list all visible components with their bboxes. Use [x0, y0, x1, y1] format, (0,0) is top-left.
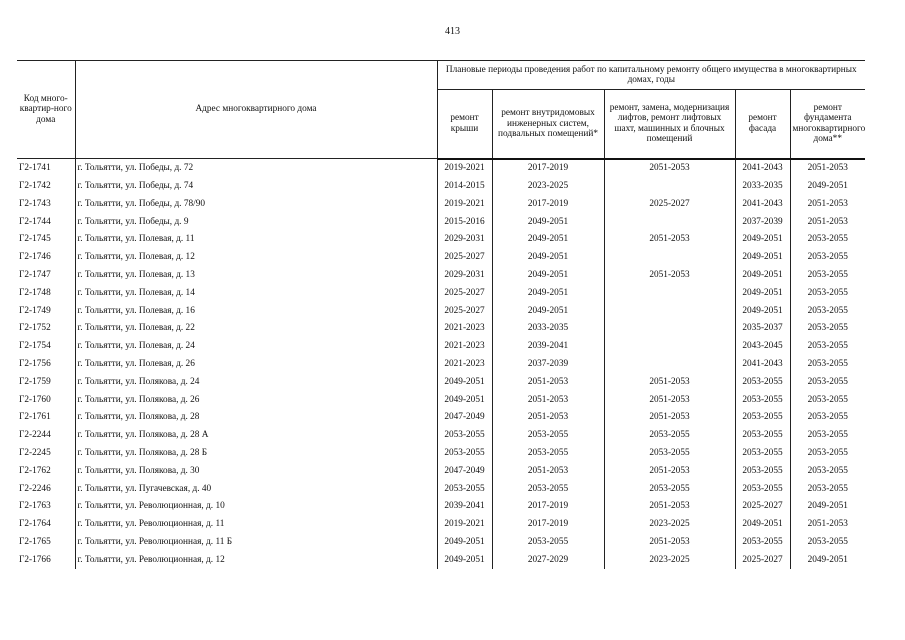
- address-cell: г. Тольятти, ул. Революционная, д. 12: [75, 551, 437, 569]
- elevator-period-cell: 2053-2055: [604, 444, 735, 462]
- facade-period-cell: 2053-2055: [735, 426, 790, 444]
- table-row: [17, 195, 865, 213]
- table-row: [17, 426, 865, 444]
- table-row: [17, 409, 865, 427]
- facade-period-cell: 2037-2039: [735, 213, 790, 231]
- foundation-period-cell: 2051-2053: [807, 216, 848, 227]
- house-code-cell: Г2-1759: [17, 373, 75, 391]
- foundation-period-cell: 2053-2055: [807, 412, 848, 423]
- house-code-cell: Г2-1760: [17, 391, 75, 409]
- foundation-period-cell: 2049-2051: [807, 180, 848, 191]
- foundation-period-cell: 2049-2051: [807, 501, 848, 512]
- elevator-period-cell: 2051-2053: [604, 498, 735, 516]
- foundation-period-cell: 2053-2055: [807, 376, 848, 387]
- address-cell: г. Тольятти, ул. Полякова, д. 24: [75, 373, 437, 391]
- engineering-period-cell: 2053-2055: [492, 533, 604, 551]
- engineering-period-cell: 2017-2019: [492, 498, 604, 516]
- engineering-period-cell: 2017-2019: [492, 515, 604, 533]
- table-row: [17, 213, 865, 231]
- header-planned-periods: Плановые периоды проведения работ по капитальному ремонту общего имущества в многоквартирных домах, годы: [437, 61, 865, 90]
- foundation-period-cell: 2053-2055: [807, 465, 848, 476]
- table-row: [17, 337, 865, 355]
- facade-period-cell: 2025-2027: [735, 498, 790, 516]
- engineering-period-cell: 2037-2039: [492, 355, 604, 373]
- house-code-cell: Г2-1745: [17, 231, 75, 249]
- foundation-period-cell: 2051-2053: [807, 163, 848, 174]
- facade-period-cell: 2049-2051: [735, 248, 790, 266]
- elevator-period-cell: 2051-2053: [604, 462, 735, 480]
- engineering-period-cell: 2049-2051: [492, 248, 604, 266]
- engineering-period-cell: 2023-2025: [492, 177, 604, 195]
- engineering-period-cell: 2049-2051: [492, 213, 604, 231]
- roof-period-cell: 2019-2021: [437, 159, 492, 178]
- roof-period-cell: 2021-2023: [437, 355, 492, 373]
- engineering-period-cell: 2017-2019: [492, 159, 604, 178]
- table-row: [17, 498, 865, 516]
- table-row: [17, 444, 865, 462]
- house-code-cell: Г2-1764: [17, 515, 75, 533]
- table-row: [17, 551, 865, 569]
- address-cell: г. Тольятти, ул. Полевая, д. 14: [75, 284, 437, 302]
- elevator-period-cell: 2023-2025: [604, 515, 735, 533]
- elevator-period-cell: 2053-2055: [604, 480, 735, 498]
- engineering-period-cell: 2039-2041: [492, 337, 604, 355]
- elevator-period-cell: [604, 177, 735, 195]
- address-cell: г. Тольятти, ул. Победы, д. 78/90: [75, 195, 437, 213]
- elevator-period-cell: 2025-2027: [604, 195, 735, 213]
- header-roof-repair: ремонт крыши: [437, 90, 492, 159]
- foundation-period-cell: 2053-2055: [807, 430, 848, 441]
- foundation-period-cell: 2053-2055: [807, 536, 848, 547]
- table-row: [17, 320, 865, 338]
- address-cell: г. Тольятти, ул. Полевая, д. 24: [75, 337, 437, 355]
- roof-period-cell: 2053-2055: [437, 480, 492, 498]
- foundation-period-cell: 2053-2055: [807, 447, 848, 458]
- roof-period-cell: 2021-2023: [437, 337, 492, 355]
- foundation-period-cell: 2053-2055: [807, 269, 848, 280]
- roof-period-cell: 2015-2016: [437, 213, 492, 231]
- roof-period-cell: 2019-2021: [437, 515, 492, 533]
- roof-period-cell: 2025-2027: [437, 284, 492, 302]
- facade-period-cell: 2049-2051: [735, 515, 790, 533]
- engineering-period-cell: 2049-2051: [492, 231, 604, 249]
- roof-period-cell: 2049-2051: [437, 533, 492, 551]
- foundation-period-cell: 2051-2053: [807, 198, 848, 209]
- foundation-period-cell: 2053-2055: [807, 252, 848, 263]
- house-code-cell: Г2-1752: [17, 320, 75, 338]
- roof-period-cell: 2049-2051: [437, 391, 492, 409]
- address-cell: г. Тольятти, ул. Полякова, д. 26: [75, 391, 437, 409]
- facade-period-cell: 2053-2055: [735, 391, 790, 409]
- engineering-period-cell: 2051-2053: [492, 373, 604, 391]
- engineering-period-cell: 2017-2019: [492, 195, 604, 213]
- engineering-period-cell: 2053-2055: [492, 444, 604, 462]
- engineering-period-cell: 2053-2055: [492, 480, 604, 498]
- header-address: Адрес многоквартирного дома: [75, 61, 437, 159]
- house-code-cell: Г2-2245: [17, 444, 75, 462]
- address-cell: г. Тольятти, ул. Полевая, д. 11: [75, 231, 437, 249]
- house-code-cell: Г2-1744: [17, 213, 75, 231]
- engineering-period-cell: 2049-2051: [492, 302, 604, 320]
- elevator-period-cell: 2051-2053: [604, 231, 735, 249]
- roof-period-cell: 2049-2051: [437, 551, 492, 569]
- table-body: [17, 159, 865, 569]
- facade-period-cell: 2043-2045: [735, 337, 790, 355]
- house-code-cell: Г2-2244: [17, 426, 75, 444]
- header-engineering-repair: ремонт внутридомовых инженерных систем, подвальных помещений*: [492, 90, 604, 159]
- facade-period-cell: 2033-2035: [735, 177, 790, 195]
- facade-period-cell: 2041-2043: [735, 195, 790, 213]
- address-cell: г. Тольятти, ул. Полевая, д. 12: [75, 248, 437, 266]
- house-code-cell: Г2-1746: [17, 248, 75, 266]
- elevator-period-cell: 2051-2053: [604, 391, 735, 409]
- engineering-period-cell: 2027-2029: [492, 551, 604, 569]
- elevator-period-cell: [604, 320, 735, 338]
- roof-period-cell: 2047-2049: [437, 462, 492, 480]
- roof-period-cell: 2039-2041: [437, 498, 492, 516]
- house-code-cell: Г2-1741: [17, 159, 75, 178]
- facade-period-cell: 2053-2055: [735, 444, 790, 462]
- facade-period-cell: 2049-2051: [735, 284, 790, 302]
- header-house-code: Код много-квартир-ного дома: [17, 61, 75, 159]
- foundation-period-cell: 2049-2051: [807, 554, 848, 565]
- facade-period-cell: 2053-2055: [735, 373, 790, 391]
- address-cell: г. Тольятти, ул. Революционная, д. 11 Б: [75, 533, 437, 551]
- house-code-cell: Г2-1756: [17, 355, 75, 373]
- elevator-period-cell: 2051-2053: [604, 159, 735, 178]
- roof-period-cell: 2047-2049: [437, 409, 492, 427]
- address-cell: г. Тольятти, ул. Победы, д. 72: [75, 159, 437, 178]
- elevator-period-cell: [604, 284, 735, 302]
- house-code-cell: Г2-1747: [17, 266, 75, 284]
- address-cell: г. Тольятти, ул. Революционная, д. 10: [75, 498, 437, 516]
- roof-period-cell: 2029-2031: [437, 231, 492, 249]
- foundation-period-cell: 2053-2055: [807, 483, 848, 494]
- table-row: [17, 515, 865, 533]
- table-row: [17, 533, 865, 551]
- header-foundation-repair: ремонт фундамента многоквартирного дома**: [790, 90, 865, 159]
- roof-period-cell: 2049-2051: [437, 373, 492, 391]
- engineering-period-cell: 2051-2053: [492, 462, 604, 480]
- facade-period-cell: 2041-2043: [735, 355, 790, 373]
- elevator-period-cell: [604, 248, 735, 266]
- facade-period-cell: 2035-2037: [735, 320, 790, 338]
- table-row: [17, 355, 865, 373]
- facade-period-cell: 2053-2055: [735, 480, 790, 498]
- house-code-cell: Г2-1762: [17, 462, 75, 480]
- foundation-period-cell: 2053-2055: [807, 287, 848, 298]
- facade-period-cell: 2041-2043: [735, 159, 790, 178]
- facade-period-cell: 2049-2051: [735, 231, 790, 249]
- table-row: [17, 302, 865, 320]
- engineering-period-cell: 2049-2051: [492, 284, 604, 302]
- address-cell: г. Тольятти, ул. Полевая, д. 22: [75, 320, 437, 338]
- elevator-period-cell: 2053-2055: [604, 426, 735, 444]
- roof-period-cell: 2019-2021: [437, 195, 492, 213]
- table-row: [17, 231, 865, 249]
- house-code-cell: Г2-2246: [17, 480, 75, 498]
- facade-period-cell: 2025-2027: [735, 551, 790, 569]
- facade-period-cell: 2053-2055: [735, 409, 790, 427]
- foundation-period-cell: 2053-2055: [807, 358, 848, 369]
- foundation-period-cell: 2051-2053: [807, 519, 848, 530]
- facade-period-cell: 2053-2055: [735, 533, 790, 551]
- foundation-period-cell: 2053-2055: [807, 394, 848, 405]
- table-row: [17, 480, 865, 498]
- address-cell: г. Тольятти, ул. Полевая, д. 13: [75, 266, 437, 284]
- facade-period-cell: 2049-2051: [735, 302, 790, 320]
- header-elevator-repair: ремонт, замена, модернизация лифтов, ремонт лифтовых шахт, машинных и блочных помещений: [604, 90, 735, 159]
- elevator-period-cell: 2051-2053: [604, 373, 735, 391]
- house-code-cell: Г2-1742: [17, 177, 75, 195]
- roof-period-cell: 2053-2055: [437, 444, 492, 462]
- address-cell: г. Тольятти, ул. Полевая, д. 16: [75, 302, 437, 320]
- house-code-cell: Г2-1763: [17, 498, 75, 516]
- table-row: [17, 266, 865, 284]
- foundation-period-cell: 2053-2055: [807, 305, 848, 316]
- address-cell: г. Тольятти, ул. Революционная, д. 11: [75, 515, 437, 533]
- table-row: [17, 159, 865, 178]
- foundation-period-cell: 2053-2055: [807, 234, 848, 245]
- foundation-period-cell: 2053-2055: [807, 341, 848, 352]
- address-cell: г. Тольятти, ул. Победы, д. 9: [75, 213, 437, 231]
- house-code-cell: Г2-1761: [17, 409, 75, 427]
- address-cell: г. Тольятти, ул. Полякова, д. 28: [75, 409, 437, 427]
- table-row: [17, 462, 865, 480]
- address-cell: г. Тольятти, ул. Победы, д. 74: [75, 177, 437, 195]
- engineering-period-cell: 2051-2053: [492, 391, 604, 409]
- house-code-cell: Г2-1743: [17, 195, 75, 213]
- elevator-period-cell: [604, 302, 735, 320]
- engineering-period-cell: 2051-2053: [492, 409, 604, 427]
- house-code-cell: Г2-1749: [17, 302, 75, 320]
- address-cell: г. Тольятти, ул. Пугачевская, д. 40: [75, 480, 437, 498]
- facade-period-cell: 2053-2055: [735, 462, 790, 480]
- elevator-period-cell: [604, 213, 735, 231]
- table-row: [17, 248, 865, 266]
- roof-period-cell: 2025-2027: [437, 248, 492, 266]
- engineering-period-cell: 2049-2051: [492, 266, 604, 284]
- roof-period-cell: 2025-2027: [437, 302, 492, 320]
- table-row: [17, 177, 865, 195]
- elevator-period-cell: [604, 355, 735, 373]
- facade-period-cell: 2049-2051: [735, 266, 790, 284]
- table-row: [17, 391, 865, 409]
- repair-schedule-table: [17, 60, 865, 569]
- address-cell: г. Тольятти, ул. Полякова, д. 30: [75, 462, 437, 480]
- house-code-cell: Г2-1766: [17, 551, 75, 569]
- elevator-period-cell: 2051-2053: [604, 409, 735, 427]
- house-code-cell: Г2-1754: [17, 337, 75, 355]
- roof-period-cell: 2029-2031: [437, 266, 492, 284]
- roof-period-cell: 2021-2023: [437, 320, 492, 338]
- address-cell: г. Тольятти, ул. Полякова, д. 28 Б: [75, 444, 437, 462]
- table-row: [17, 284, 865, 302]
- engineering-period-cell: 2053-2055: [492, 426, 604, 444]
- elevator-period-cell: 2051-2053: [604, 266, 735, 284]
- roof-period-cell: 2053-2055: [437, 426, 492, 444]
- header-facade-repair: ремонт фасада: [735, 90, 790, 159]
- page-number: 413: [445, 26, 460, 37]
- house-code-cell: Г2-1748: [17, 284, 75, 302]
- house-code-cell: Г2-1765: [17, 533, 75, 551]
- table-row: [17, 373, 865, 391]
- roof-period-cell: 2014-2015: [437, 177, 492, 195]
- address-cell: г. Тольятти, ул. Полевая, д. 26: [75, 355, 437, 373]
- elevator-period-cell: 2023-2025: [604, 551, 735, 569]
- engineering-period-cell: 2033-2035: [492, 320, 604, 338]
- foundation-period-cell: 2053-2055: [807, 323, 848, 334]
- elevator-period-cell: 2051-2053: [604, 533, 735, 551]
- address-cell: г. Тольятти, ул. Полякова, д. 28 А: [75, 426, 437, 444]
- elevator-period-cell: [604, 337, 735, 355]
